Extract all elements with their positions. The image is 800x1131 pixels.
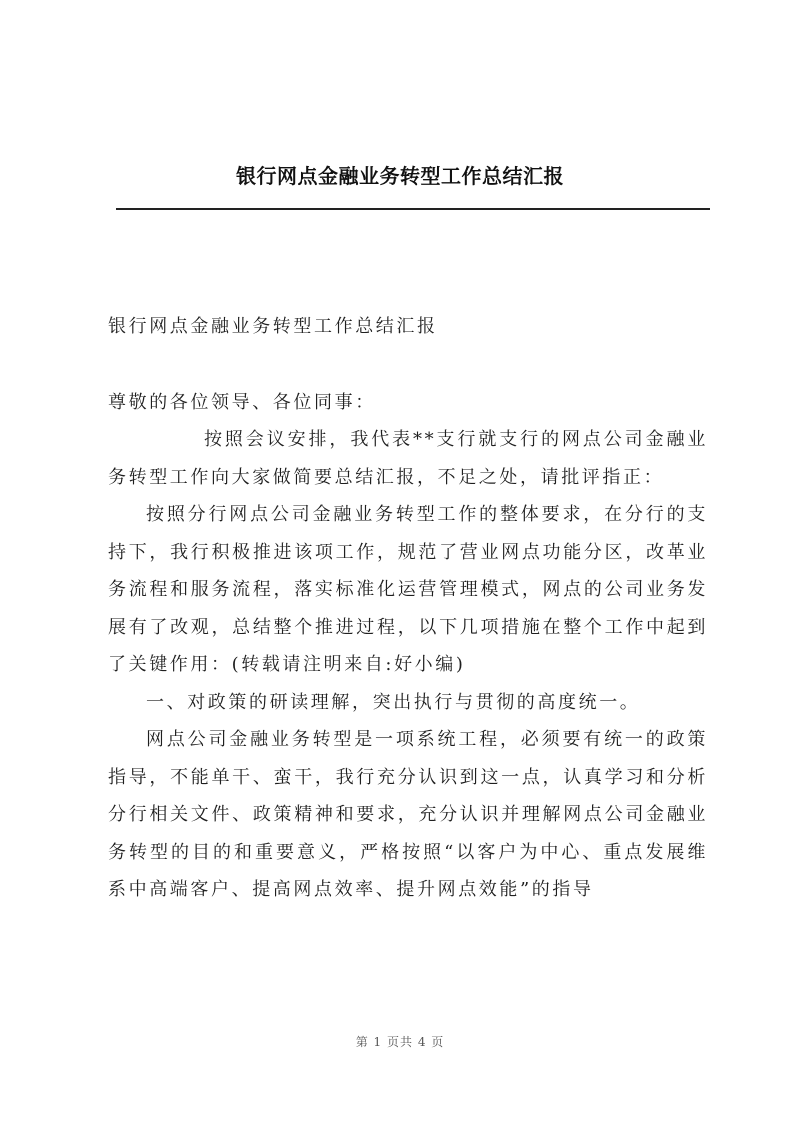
paragraph-section-1: 网点公司金融业务转型是一项系统工程，必须要有统一的政策指导，不能单干、蛮干，我行充分认识到这一点，认真学习和分析分行相关文件、政策精神和要求，充分认识并理解网点公司金融业务转型的目的和重要意义，严格按照“以客户为中心、重点发展维系中高端客户、提高网点效率、提升网点效能”的指导 xyxy=(108,729,708,900)
document-title: 银行网点金融业务转型工作总结汇报 xyxy=(236,164,564,188)
body-heading: 银行网点金融业务转型工作总结汇报 xyxy=(108,316,438,337)
section-heading-1: 一、对政策的研读理解，突出执行与贯彻的高度统一。 xyxy=(146,691,641,713)
page-number-footer: 第 1 页共 4 页 xyxy=(355,1035,445,1049)
paragraph-intro: 按照会议安排，我代表**支行就支行的网点公司金融业务转型工作向大家做简要总结汇报，不足之处，请批评指正： xyxy=(108,429,708,488)
document-body xyxy=(108,308,708,909)
salutation: 尊敬的各位领导、各位同事： xyxy=(108,391,376,413)
title-underline xyxy=(116,208,710,210)
paragraph-overview: 按照分行网点公司金融业务转型工作的整体要求，在分行的支持下，我行积极推进该项工作，规范了营业网点功能分区，改革业务流程和服务流程，落实标准化运营管理模式，网点的公司业务发展有了改观，总结整个推进过程，以下几项措施在整个工作中起到了关键作用：(转载请注明来自:好小编) xyxy=(108,504,708,675)
